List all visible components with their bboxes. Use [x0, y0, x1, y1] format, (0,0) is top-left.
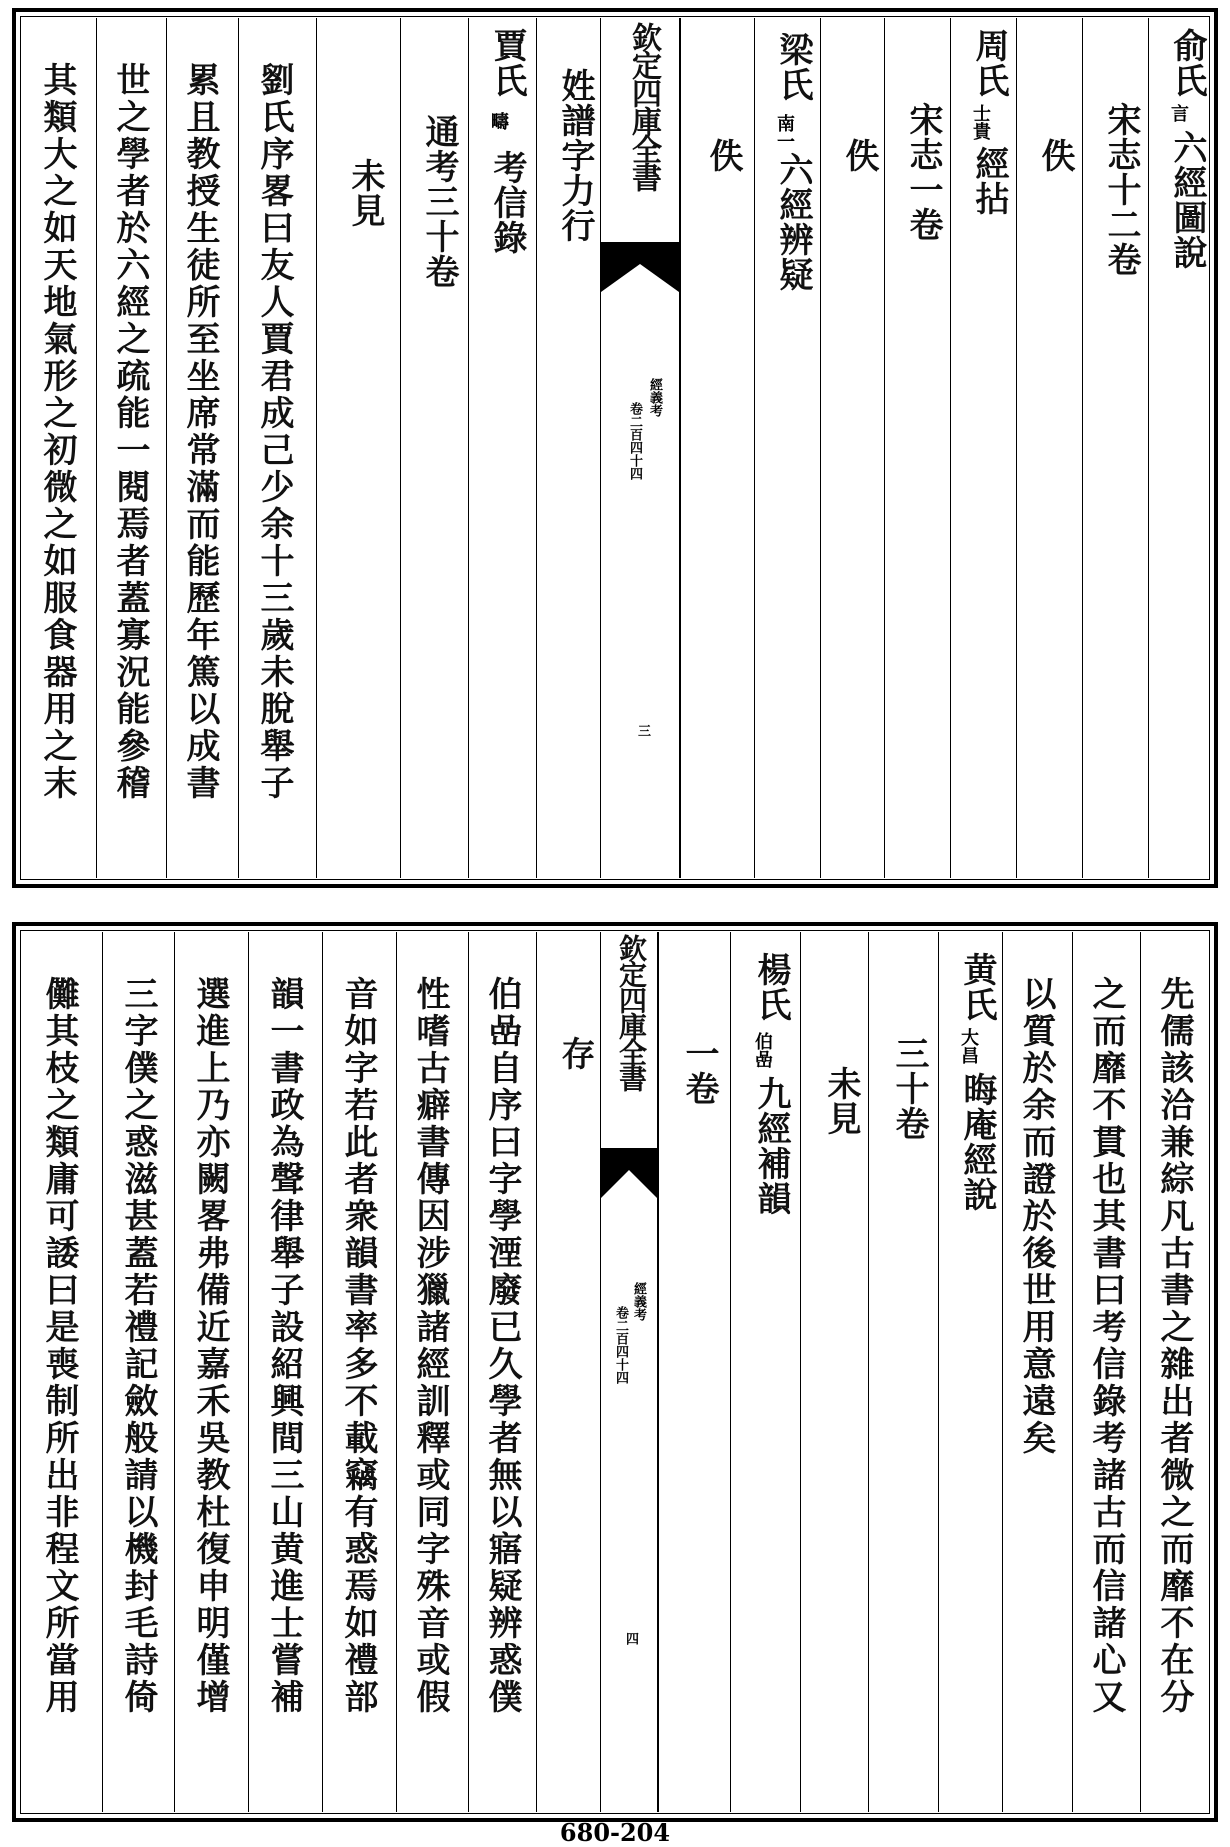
column-text: 劉氏序畧曰友人賈君成己少余十三歲未脫舉子: [254, 62, 294, 802]
column: [1140, 932, 1210, 1812]
entry-note: 言: [1168, 104, 1189, 122]
column: [820, 18, 884, 878]
column: [800, 932, 868, 1812]
column: [96, 18, 166, 878]
fish-tail-ornament: [601, 242, 679, 292]
column: [400, 18, 468, 878]
column: [868, 932, 938, 1812]
column: [536, 18, 600, 878]
leaf-number: 三: [635, 724, 650, 737]
column: [238, 18, 316, 878]
column-text: 音如字若此者衆韻書率多不載竊有惑焉如禮部: [338, 976, 378, 1716]
entry-note: 士貴: [970, 104, 991, 140]
column-text: 宋志一卷: [903, 102, 943, 242]
volume-label: 卷二百四十四: [627, 402, 642, 480]
chapter-label: 經義考: [631, 1282, 646, 1321]
entry-note: 疇: [488, 112, 509, 130]
column: [536, 932, 600, 1812]
bottom-page: [12, 922, 1218, 1822]
column-text: 一卷: [679, 1036, 719, 1106]
chapter-label: 經義考: [647, 378, 662, 417]
column: [316, 18, 400, 878]
column: [950, 18, 1016, 878]
column: [1082, 18, 1148, 878]
column: [1148, 18, 1210, 878]
column: [102, 932, 174, 1812]
column-text: 累且教授生徒所至坐席常滿而能歷年篤以成書: [180, 62, 220, 802]
page-number: 680-204: [559, 1818, 671, 1847]
column-text: 通考三十卷: [419, 114, 459, 289]
entry-title: 九經補韻: [751, 1076, 791, 1216]
column: [174, 932, 248, 1812]
column-text: 三字僕之惑滋甚蓋若禮記斂般請以機封毛詩倚: [118, 976, 158, 1716]
entry-title-main: 黄氏: [957, 952, 997, 1022]
column-text: 未見: [821, 1066, 861, 1136]
center-band: [600, 932, 658, 1812]
column-text: 世之學者於六經之疏能一閱焉者蓋寡況能參稽: [110, 62, 150, 802]
column: [938, 932, 1002, 1812]
entry-title: 經拈: [969, 146, 1009, 216]
column: [396, 932, 468, 1812]
entry-title: 六經辨疑: [773, 152, 813, 292]
column: [658, 932, 730, 1812]
column: [884, 18, 950, 878]
column: [22, 932, 102, 1812]
column: [166, 18, 238, 878]
column-text: 韻一書政為聲律舉子設紹興間三山黄進士嘗補: [264, 976, 304, 1716]
entry-title: 考信錄: [487, 150, 527, 255]
book-title: 欽定四庫全書: [615, 934, 648, 1090]
column-text: 佚: [839, 138, 879, 173]
leaf-number: 四: [623, 1632, 638, 1645]
column: [468, 932, 536, 1812]
entry-title: 六經圖說: [1167, 130, 1207, 270]
column: [680, 18, 754, 878]
column-text: 以質於余而證於後世用意遠矣: [1016, 976, 1056, 1457]
entry-title: 晦庵經說: [957, 1072, 997, 1212]
column-text: 先儒該洽兼綜凡古書之雜出者微之而靡不在分: [1154, 976, 1194, 1716]
fish-tail-ornament: [601, 1148, 657, 1198]
column-text: 儺其枝之類庸可諉曰是喪制所出非程文所當用: [39, 976, 79, 1716]
column: [1002, 932, 1072, 1812]
entry-note: 南一: [774, 114, 795, 150]
entry-title-main: 俞氏: [1167, 28, 1207, 98]
column-text: 其類大之如天地氣形之初微之如服食器用之末: [37, 62, 77, 802]
entry-title-main: 楊氏: [751, 952, 791, 1022]
column-text: 佚: [1035, 138, 1075, 173]
entry-title-main: 周氏: [969, 28, 1009, 98]
column: [1072, 932, 1140, 1812]
entry-title-main: 梁氏: [773, 32, 813, 102]
entry-note: 伯嵒: [752, 1032, 773, 1068]
column-text: 性嗜古癖書傳因涉獵諸經訓釋或同字殊音或假: [410, 976, 450, 1716]
column: [248, 932, 322, 1812]
column-text: 存: [555, 1036, 595, 1071]
column-text: 未見: [345, 158, 385, 228]
center-band: [600, 18, 680, 878]
column-text: 三十卷: [889, 1036, 929, 1141]
column-text: 宋志十二卷: [1101, 102, 1141, 277]
column: [1016, 18, 1082, 878]
top-page: [12, 8, 1218, 888]
column: [468, 18, 536, 878]
column-text: 伯嵒自序曰字學湮廢已久學者無以寤疑辨惑僕: [482, 976, 522, 1716]
column-text: 姓譜字力行: [555, 68, 595, 243]
column-text: 選進上乃亦闕畧弗備近嘉禾吳教杜復申明僅增: [190, 976, 230, 1716]
column-text: 之而靡不貫也其書曰考信錄考諸古而信諸心又: [1086, 976, 1126, 1716]
column-text: 佚: [703, 138, 743, 173]
column: [322, 932, 396, 1812]
column: [754, 18, 820, 878]
column: [730, 932, 800, 1812]
volume-label: 卷二百四十四: [613, 1306, 628, 1384]
entry-title-main: 賈氏: [487, 28, 527, 98]
entry-note: 大昌: [958, 1028, 979, 1064]
book-title: 欽定四庫全書: [626, 22, 661, 190]
column: [22, 18, 96, 878]
